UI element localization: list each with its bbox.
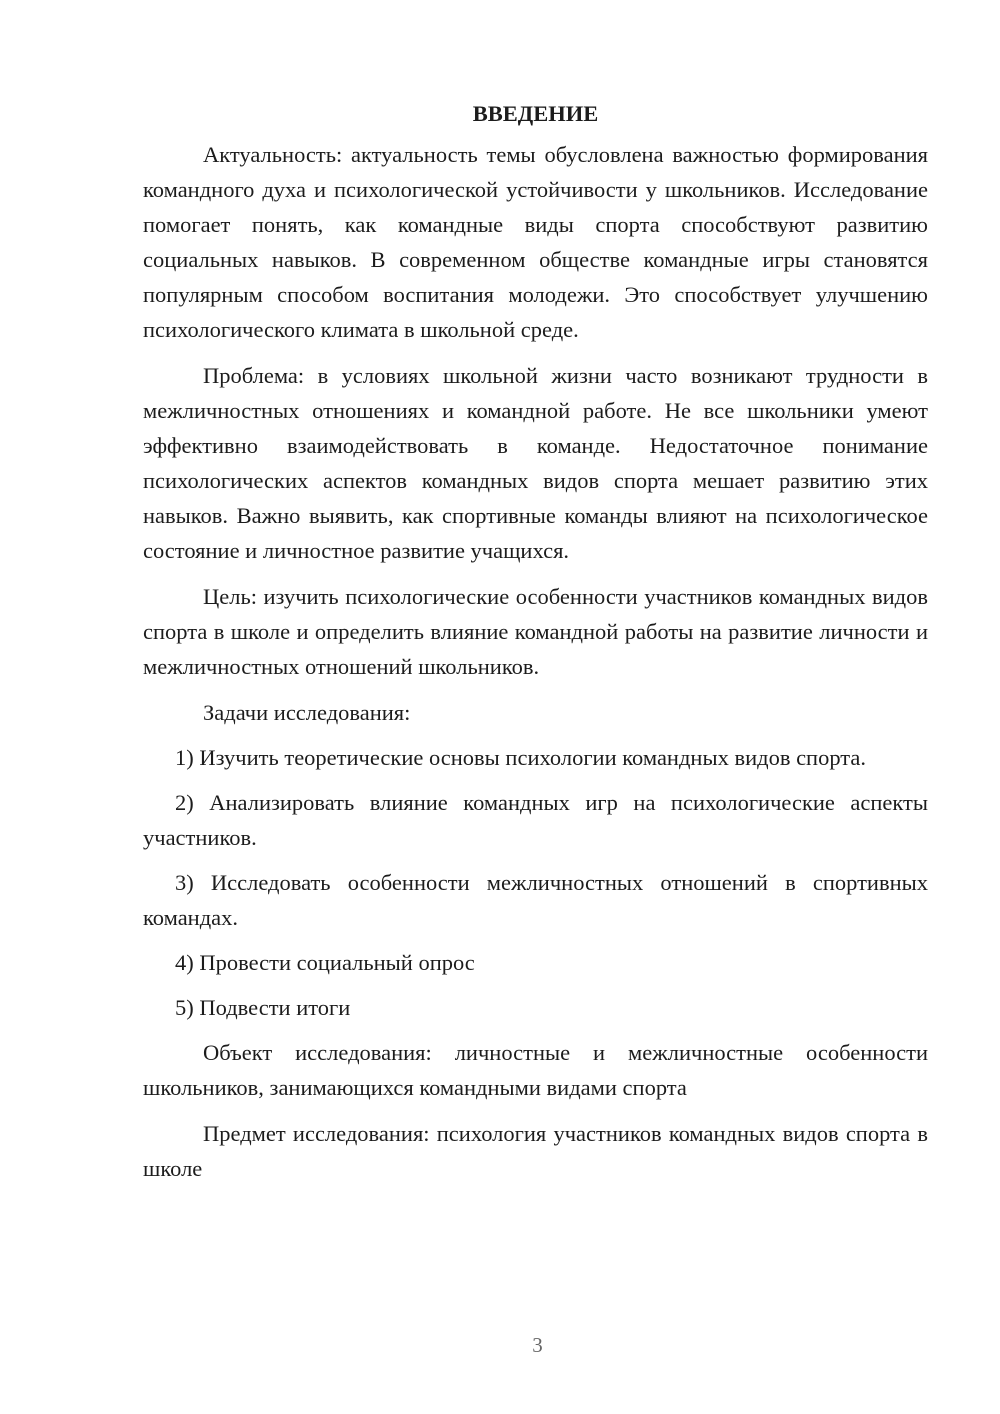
page-number: 3 (532, 1333, 543, 1357)
tasks-list (143, 740, 928, 1025)
document-page (143, 96, 928, 1197)
list-item: 4) Провести социальный опрос (175, 950, 475, 975)
list-item: 5) Подвести итоги (175, 995, 351, 1020)
paragraph-relevance: Актуальность: актуальность темы обусловлена важностью формирования командного духа и психологической устойчивости у школьников. Исследование помогает понять, как командные виды спорта способствуют развитию социальных навыков. В современном обществе командные игры становятся популярным способом воспитания молодежи. Это способствует улучшению психологического климата в школьной среде. (143, 142, 928, 342)
paragraph-object: Объект исследования: личностные и межличностные особенности школьников, занимающихся командными видами спорта (143, 1040, 928, 1100)
paragraph-goal: Цель: изучить психологические особенности участников командных видов спорта в школе и определить влияние командной работы на развитие личности и межличностных отношений школьников. (143, 584, 928, 679)
list-item: 2) Анализировать влияние командных игр на психологические аспекты участников. (143, 790, 928, 850)
paragraph-problem: Проблема: в условиях школьной жизни часто возникают трудности в межличностных отношениях и командной работе. Не все школьники умеют эффективно взаимодействовать в команде. Недостаточное понимание психологических аспектов командных видов спорта мешает развитию этих навыков. Важно выявить, как спортивные команды влияют на психологическое состояние и личностное развитие учащихся. (143, 363, 928, 563)
tasks-label: Задачи исследования: (203, 700, 411, 725)
paragraph-subject: Предмет исследования: психология участников командных видов спорта в школе (143, 1121, 928, 1181)
list-item: 1) Изучить теоретические основы психологии командных видов спорта. (175, 745, 867, 770)
list-item: 3) Исследовать особенности межличностных отношений в спортивных командах. (143, 870, 928, 930)
page-title: ВВЕДЕНИЕ (472, 101, 599, 126)
